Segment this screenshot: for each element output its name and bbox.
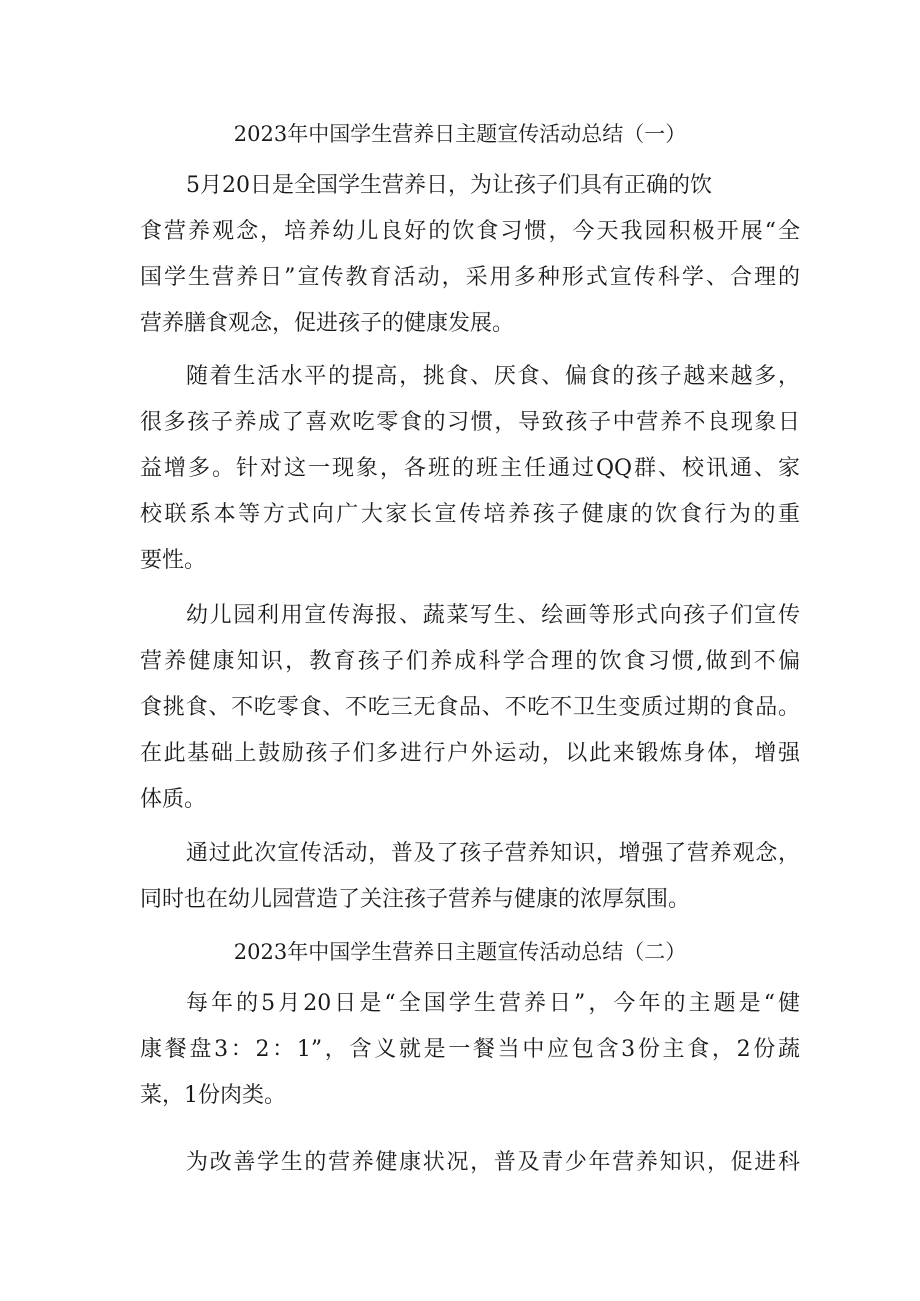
section-title-1: 2023年中国学生营养日主题宣传活动总结（一） <box>233 122 687 146</box>
paragraph-2-line-4: 校联系本等方式向广大家长宣传培养孩子健康的饮食行为的重 <box>140 502 800 527</box>
paragraph-3-line-3: 食挑食、不吃零食、不吃三无食品、不吃不卫生变质过期的食品。 <box>140 695 800 720</box>
paragraph-4-line-1: 通过此次宣传活动，普及了孩子营养知识，增强了营养观念， <box>186 841 800 866</box>
section-title-2: 2023年中国学生营养日主题宣传活动总结（二） <box>233 940 687 964</box>
paragraph-1-line-1: 5月20日是全国学生营养日，为让孩子们具有正确的饮 <box>186 173 712 198</box>
paragraph-2-line-2: 很多孩子养成了喜欢吃零食的习惯，导致孩子中营养不良现象日 <box>140 410 800 435</box>
paragraph-3-line-1: 幼儿园利用宣传海报、蔬菜写生、绘画等形式向孩子们宣传 <box>186 603 800 628</box>
paragraph-2-line-3: 益增多。针对这一现象，各班的班主任通过QQ群、校讯通、家 <box>140 456 800 481</box>
paragraph-2-line-5: 要性。 <box>140 548 207 573</box>
paragraph-5-line-1: 每年的5月20日是“全国学生营养日”，今年的主题是“健 <box>186 991 800 1016</box>
paragraph-6-line-1: 为改善学生的营养健康状况，普及青少年营养知识，促进科 <box>186 1150 800 1175</box>
paragraph-3-line-5: 体质。 <box>140 787 207 812</box>
paragraph-4-line-2: 同时也在幼儿园营造了关注孩子营养与健康的浓厚氛围。 <box>140 887 691 912</box>
paragraph-3-line-4: 在此基础上鼓励孩子们多进行户外运动，以此来锻炼身体，增强 <box>140 741 800 766</box>
paragraph-1-line-3: 国学生营养日”宣传教育活动，采用多种形式宣传科学、合理的 <box>140 265 800 290</box>
paragraph-5-line-2: 康餐盘3：2：1”，含义就是一餐当中应包含3份主食，2份蔬 <box>140 1037 800 1062</box>
paragraph-1-line-4: 营养膳食观念，促进孩子的健康发展。 <box>140 311 515 336</box>
paragraph-3-line-2: 营养健康知识，教育孩子们养成科学合理的饮食习惯,做到不偏 <box>140 649 800 674</box>
paragraph-2-line-1: 随着生活水平的提高，挑食、厌食、偏食的孩子越来越多， <box>186 364 800 389</box>
paragraph-1-line-2: 食营养观念，培养幼儿良好的饮食习惯，今天我园积极开展“全 <box>140 219 800 244</box>
paragraph-5-line-3: 菜，1份肉类。 <box>140 1083 286 1108</box>
